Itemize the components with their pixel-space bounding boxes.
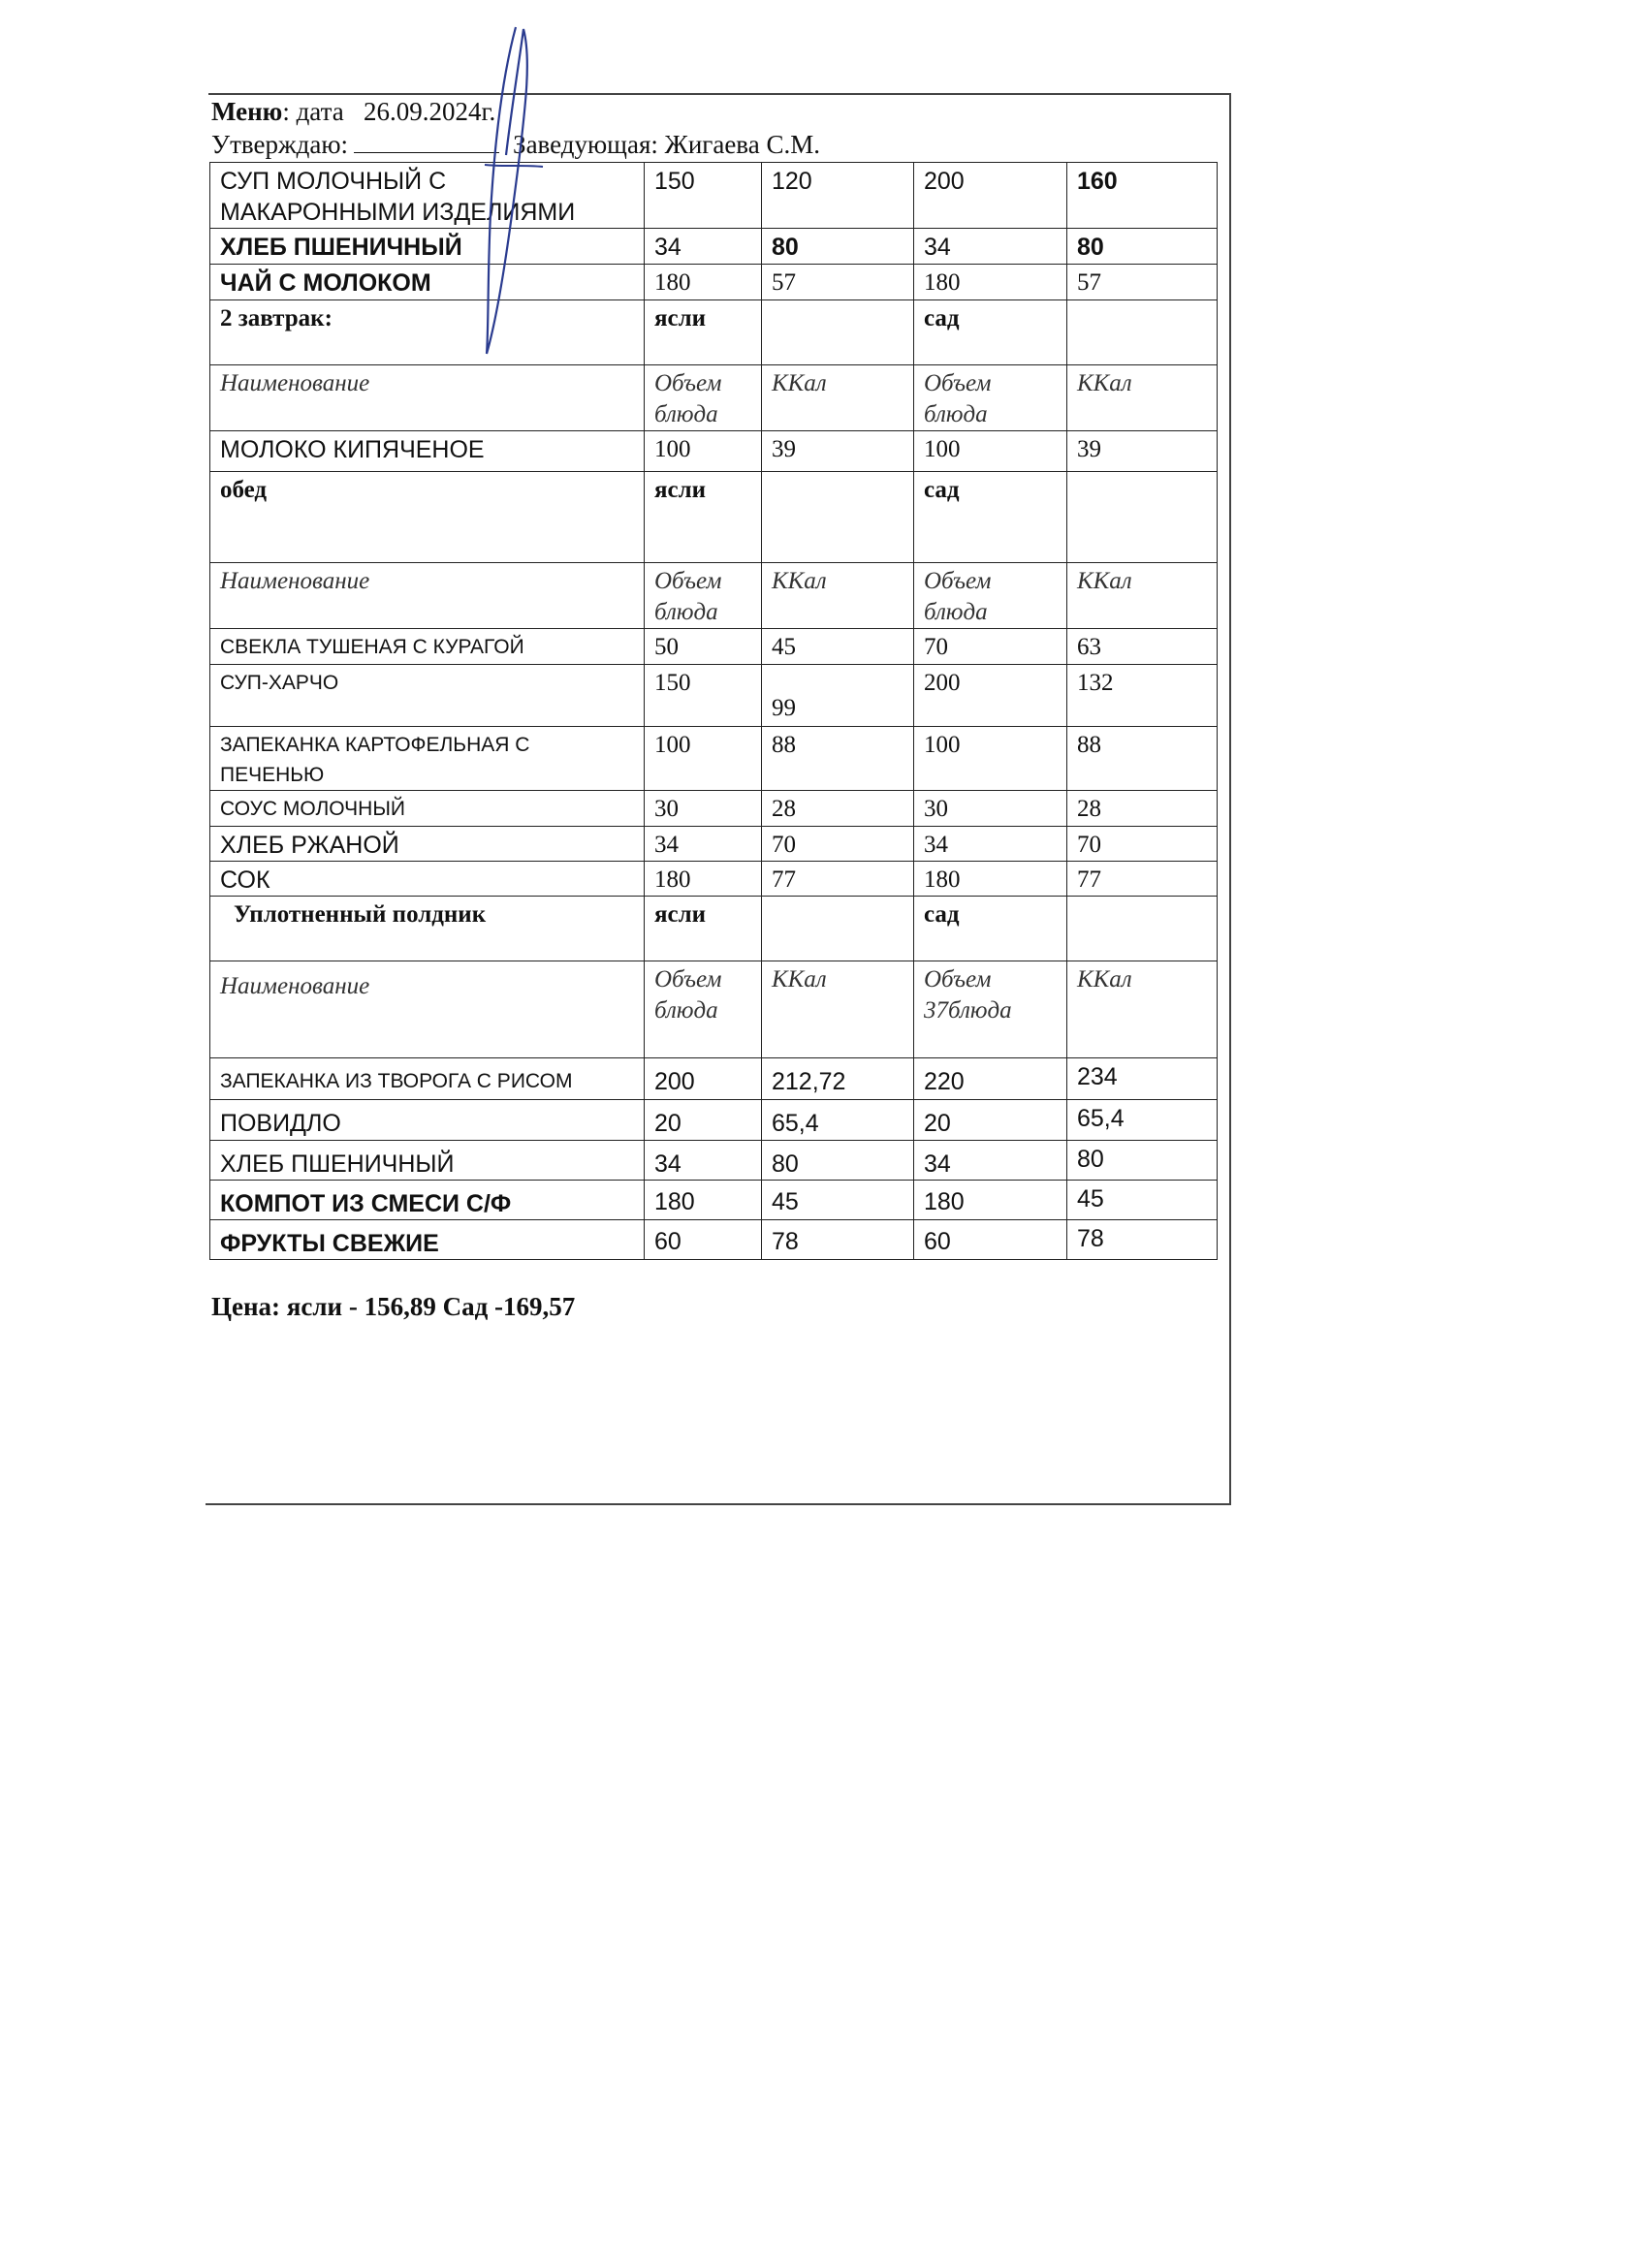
empty-cell <box>1067 300 1218 365</box>
kcal-nursery: 77 <box>762 862 914 897</box>
header-volume: Объем блюда <box>914 563 1067 629</box>
section-title: обед <box>210 472 645 563</box>
dish-name: СВЕКЛА ТУШЕНАЯ С КУРАГОЙ <box>210 629 645 665</box>
kcal-nursery: 80 <box>762 229 914 265</box>
table-row <box>210 862 1218 897</box>
dish-name: СУП-ХАРЧО <box>210 665 645 727</box>
col-nursery: ясли <box>645 897 762 961</box>
volume-nursery: 50 <box>645 629 762 665</box>
dish-name: ЗАПЕКАНКА КАРТОФЕЛЬНАЯ С ПЕЧЕНЬЮ <box>210 727 645 791</box>
volume-nursery: 20 <box>645 1100 762 1141</box>
dish-name: ЧАЙ С МОЛОКОМ <box>210 265 645 300</box>
kcal-nursery: 80 <box>762 1141 914 1181</box>
header-kcal: ККал <box>1067 563 1218 629</box>
kcal-nursery: 78 <box>762 1220 914 1260</box>
header-kcal: ККал <box>762 961 914 1058</box>
kcal-garden: 80 <box>1067 1141 1218 1181</box>
dish-name: ХЛЕБ РЖАНОЙ <box>210 827 645 862</box>
kcal-nursery: 45 <box>762 629 914 665</box>
dish-name: СОУС МОЛОЧНЫЙ <box>210 791 645 827</box>
dish-name: ЗАПЕКАНКА ИЗ ТВОРОГА С РИСОМ <box>210 1058 645 1100</box>
section-row-snack <box>210 897 1218 961</box>
header-volume: Объем 37блюда <box>914 961 1067 1058</box>
header-row <box>210 365 1218 431</box>
frame-right-line <box>1229 93 1231 1503</box>
kcal-garden: 234 <box>1067 1058 1218 1100</box>
table-row <box>210 431 1218 472</box>
table-row <box>210 791 1218 827</box>
dish-name: ФРУКТЫ СВЕЖИЕ <box>210 1220 645 1260</box>
table-row <box>210 1181 1218 1220</box>
col-garden: сад <box>914 897 1067 961</box>
table-row <box>210 229 1218 265</box>
kcal-garden: 39 <box>1067 431 1218 472</box>
menu-table <box>209 162 1218 1260</box>
volume-nursery: 180 <box>645 862 762 897</box>
kcal-garden: 57 <box>1067 265 1218 300</box>
volume-garden: 200 <box>914 163 1067 229</box>
kcal-nursery: 28 <box>762 791 914 827</box>
table-row <box>210 629 1218 665</box>
header-volume: Объем блюда <box>645 365 762 431</box>
header-row <box>210 563 1218 629</box>
volume-garden: 20 <box>914 1100 1067 1141</box>
volume-nursery: 200 <box>645 1058 762 1100</box>
volume-garden: 220 <box>914 1058 1067 1100</box>
col-garden: сад <box>914 472 1067 563</box>
empty-cell <box>762 300 914 365</box>
volume-garden: 34 <box>914 1141 1067 1181</box>
header-volume: Объем блюда <box>914 365 1067 431</box>
dish-name: КОМПОТ ИЗ СМЕСИ С/Ф <box>210 1181 645 1220</box>
volume-garden: 34 <box>914 827 1067 862</box>
dish-name: ХЛЕБ ПШЕНИЧНЫЙ <box>210 1141 645 1181</box>
header-kcal: ККал <box>1067 365 1218 431</box>
kcal-nursery: 120 <box>762 163 914 229</box>
section-row-breakfast2 <box>210 300 1218 365</box>
kcal-nursery: 70 <box>762 827 914 862</box>
volume-nursery: 180 <box>645 265 762 300</box>
volume-garden: 180 <box>914 265 1067 300</box>
table-row <box>210 827 1218 862</box>
volume-garden: 100 <box>914 727 1067 791</box>
header-name: Наименование <box>210 961 645 1058</box>
dish-name: СОК <box>210 862 645 897</box>
volume-nursery: 34 <box>645 229 762 265</box>
kcal-garden: 78 <box>1067 1220 1218 1260</box>
header-kcal: ККал <box>762 365 914 431</box>
date-value: 26.09.2024г. <box>363 97 496 126</box>
signature-icon <box>456 19 572 368</box>
volume-nursery: 34 <box>645 827 762 862</box>
kcal-garden: 28 <box>1067 791 1218 827</box>
section-row-lunch <box>210 472 1218 563</box>
table-row <box>210 1058 1218 1100</box>
volume-nursery: 150 <box>645 163 762 229</box>
header-kcal: ККал <box>1067 961 1218 1058</box>
kcal-nursery: 99 <box>762 665 914 727</box>
head-label: Заведующая: Жигаева С.М. <box>513 130 820 159</box>
table-row <box>210 1100 1218 1141</box>
date-label: : дата <box>282 97 344 126</box>
volume-garden: 70 <box>914 629 1067 665</box>
header-name: Наименование <box>210 563 645 629</box>
table-row <box>210 665 1218 727</box>
kcal-garden: 65,4 <box>1067 1100 1218 1141</box>
menu-label: Меню <box>211 97 283 126</box>
col-garden: сад <box>914 300 1067 365</box>
volume-nursery: 30 <box>645 791 762 827</box>
kcal-nursery: 212,72 <box>762 1058 914 1100</box>
kcal-garden: 160 <box>1067 163 1218 229</box>
kcal-nursery: 57 <box>762 265 914 300</box>
header-volume: Объем блюда <box>645 563 762 629</box>
kcal-nursery: 39 <box>762 431 914 472</box>
empty-cell <box>762 472 914 563</box>
kcal-garden: 88 <box>1067 727 1218 791</box>
dish-name: ХЛЕБ ПШЕНИЧНЫЙ <box>210 229 645 265</box>
kcal-garden: 70 <box>1067 827 1218 862</box>
approve-label: Утверждаю: <box>211 130 349 159</box>
volume-nursery: 34 <box>645 1141 762 1181</box>
header-name: Наименование <box>210 365 645 431</box>
dish-name: МОЛОКО КИПЯЧЕНОЕ <box>210 431 645 472</box>
section-title: 2 завтрак: <box>210 300 645 365</box>
volume-garden: 60 <box>914 1220 1067 1260</box>
volume-garden: 34 <box>914 229 1067 265</box>
kcal-nursery: 88 <box>762 727 914 791</box>
volume-nursery: 100 <box>645 431 762 472</box>
section-title: Уплотненный полдник <box>210 897 645 961</box>
kcal-garden: 132 <box>1067 665 1218 727</box>
frame-bottom-line <box>206 1503 1231 1505</box>
volume-nursery: 150 <box>645 665 762 727</box>
dish-name: СУП МОЛОЧНЫЙ С МАКАРОННЫМИ ИЗДЕЛИЯМИ <box>210 163 645 229</box>
kcal-nursery: 45 <box>762 1181 914 1220</box>
volume-nursery: 60 <box>645 1220 762 1260</box>
volume-garden: 30 <box>914 791 1067 827</box>
kcal-nursery: 65,4 <box>762 1100 914 1141</box>
kcal-garden: 63 <box>1067 629 1218 665</box>
price-line: Цена: ясли - 156,89 Сад -169,57 <box>211 1292 576 1321</box>
kcal-garden: 80 <box>1067 229 1218 265</box>
dish-name: ПОВИДЛО <box>210 1100 645 1141</box>
kcal-garden: 77 <box>1067 862 1218 897</box>
header-kcal: ККал <box>762 563 914 629</box>
kcal-garden: 45 <box>1067 1181 1218 1220</box>
volume-nursery: 100 <box>645 727 762 791</box>
table-row <box>210 1220 1218 1260</box>
col-nursery: ясли <box>645 472 762 563</box>
volume-garden: 100 <box>914 431 1067 472</box>
volume-garden: 180 <box>914 1181 1067 1220</box>
table-row <box>210 727 1218 791</box>
volume-nursery: 180 <box>645 1181 762 1220</box>
volume-garden: 200 <box>914 665 1067 727</box>
table-row <box>210 163 1218 229</box>
table-row <box>210 265 1218 300</box>
empty-cell <box>1067 472 1218 563</box>
header-volume: Объем блюда <box>645 961 762 1058</box>
table-row <box>210 1141 1218 1181</box>
col-nursery: ясли <box>645 300 762 365</box>
empty-cell <box>1067 897 1218 961</box>
header-row <box>210 961 1218 1058</box>
empty-cell <box>762 897 914 961</box>
volume-garden: 180 <box>914 862 1067 897</box>
